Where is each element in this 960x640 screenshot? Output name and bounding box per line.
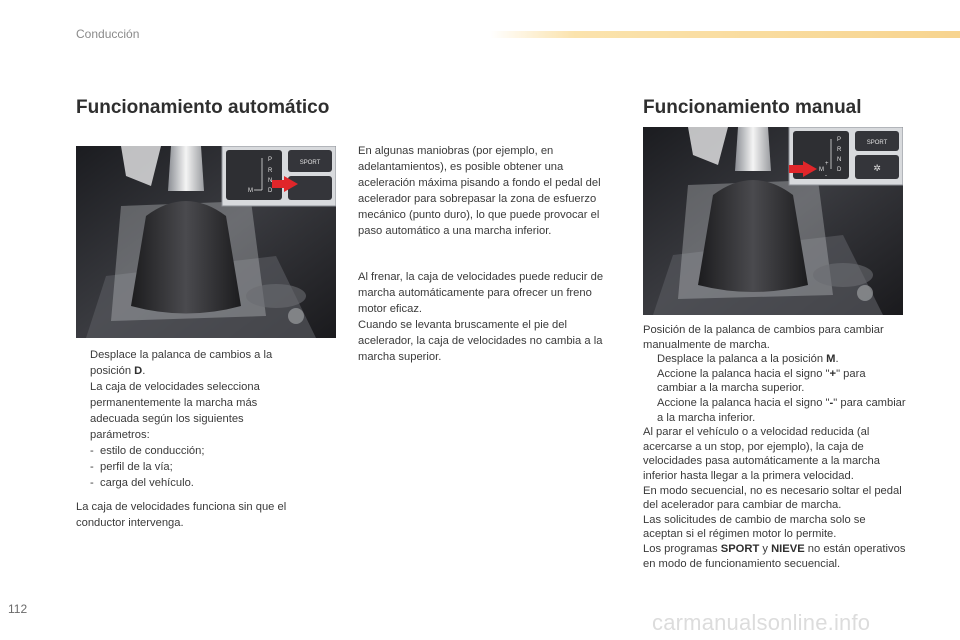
gearbox-selection-text: La caja de velocidades selecciona permanentemente la marcha más adecuada según los siguientes parámetros: — [90, 381, 260, 441]
param-item: - carga del vehículo. — [90, 477, 194, 489]
sport-button-label: SPORT — [866, 140, 888, 146]
manual-intro: Posición de la palanca de cambios para cambiar manualmente de marcha. — [643, 324, 884, 351]
manual-instructions — [643, 323, 907, 571]
programs-text: Los programas SPORT y NIEVE no están operativos en modo de funcionamiento secuencial. — [643, 542, 906, 570]
automatic-title: Funcionamiento automático — [76, 97, 330, 118]
manual-title: Funcionamiento manual — [643, 97, 862, 118]
param-item: - perfil de la vía; — [90, 461, 173, 473]
manual-gear-lever-photo — [643, 127, 903, 315]
bullet-select-d: Desplace la palanca de cambios a la posición D. — [90, 349, 273, 377]
snow-icon — [873, 164, 881, 174]
gear-label-r: R — [837, 147, 842, 153]
bullet-downshift: Accione la palanca hacia el signo "-" para cambiar a la marcha inferior. — [657, 396, 906, 424]
svg-text:✲: ✲ — [873, 164, 881, 174]
gear-label-d: D — [268, 188, 273, 194]
sequential-text: En modo secuencial, no es necesario soltar el pedal del acelerador para cambiar de marcha. — [643, 484, 902, 512]
automatic-gear-lever-photo — [76, 146, 336, 338]
automatic-instructions — [76, 347, 306, 491]
gear-label-p: P — [837, 137, 842, 143]
sport-button-label: SPORT — [299, 160, 321, 166]
bullet-select-m: Desplace la palanca a la posición M. — [657, 353, 839, 366]
watermark: carmanualsonline.info — [652, 610, 871, 635]
gear-label-m: M — [248, 188, 253, 194]
gear-label-m: M — [819, 167, 824, 173]
gear-label-plus: + — [825, 161, 829, 167]
gear-label-n: N — [268, 178, 273, 184]
header-stripe — [490, 31, 960, 38]
kickdown-text: En algunas maniobras (por ejemplo, en adelantamientos), es posible obtener una aceleración máxima pisando a fondo el pedal del acelerador para sobrepasar la zona de esfuerzo mecánico (punto duro), lo que puede provocar el paso automático a una marcha inferior. — [358, 145, 601, 237]
page-number: 112 — [8, 602, 28, 616]
engine-brake-text: Al frenar, la caja de velocidades puede reducir de marcha automáticamente para ofrecer un freno motor eficaz. — [358, 271, 604, 315]
gear-label-d: D — [837, 167, 842, 173]
gear-label-minus: - — [825, 173, 827, 179]
gear-label-r: R — [268, 168, 273, 174]
braking-text — [358, 269, 622, 365]
bullet-upshift: Accione la palanca hacia el signo "+" para cambiar a la marcha superior. — [657, 367, 866, 395]
auto-downshift-text: Al parar el vehículo o a velocidad reducida (al acercarse a un stop, por ejemplo), la caja de velocidades pasa automáticamente a la marcha inferior hasta llegar a la primera velocidad. — [643, 426, 880, 482]
param-item: - estilo de conducción; — [90, 445, 205, 457]
lift-off-text: Cuando se levanta bruscamente el pie del acelerador, la caja de velocidades no cambia a la marcha superior. — [358, 319, 603, 363]
gear-label-n: N — [837, 157, 842, 163]
automatic-closing-text: La caja de velocidades funciona sin que el conductor intervenga. — [76, 501, 287, 529]
gear-label-p: P — [268, 157, 273, 163]
section-label: Conducción — [76, 27, 140, 41]
rpm-text: Las solicitudes de cambio de marcha solo se aceptan si el régimen motor lo permite. — [643, 513, 866, 541]
